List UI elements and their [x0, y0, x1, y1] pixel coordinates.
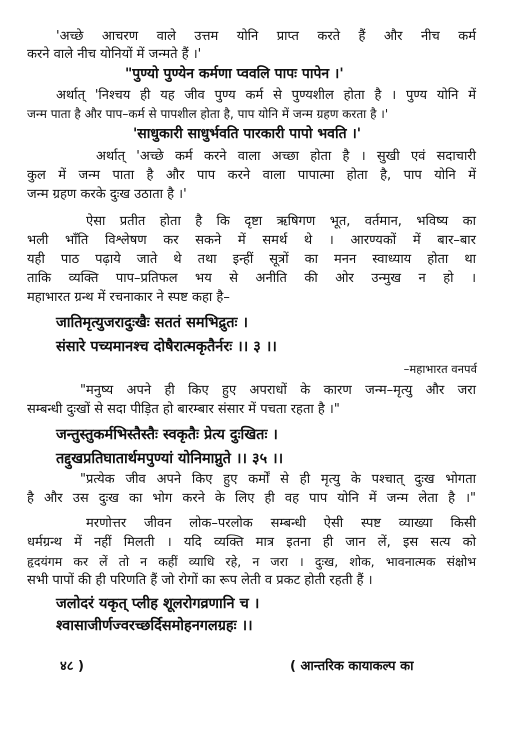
text-line: 'अच्छे आचरण वाले उत्तम योनि प्राप्त करते हैं और नीच कर्म — [56, 29, 476, 44]
page-number: ४८ ) — [60, 659, 84, 674]
text-line: करने वाले नीच योनियों में जन्मते हैं ।' — [27, 47, 202, 62]
text-line: जन्म ग्रहण करके दुःख उठाता है ।' — [27, 187, 187, 202]
text-line: मरणोत्तर जीवन लोक–परलोक सम्बन्धी ऐसी स्पष्ट व्याख्या किसी — [86, 516, 476, 531]
text-line: है और उस दुःख का भोग करने के लिए ही वह पाप योनि में जन्म लेता है ।" — [27, 491, 476, 506]
text-line: "मनुष्य अपने ही किए हुए अपराधों के कारण जन्म–मृत्यु और जरा — [80, 383, 476, 398]
sanskrit-quote: 'साधुकारी साधुर्भवति पारकारी पापो भवति ।' — [133, 126, 362, 142]
sanskrit-verse: श्वासाजीर्णज्वरच्छर्दिसमोहनगलग्रहः ।। — [56, 618, 253, 634]
sanskrit-verse: जलोदरं यकृत् प्लीह शूलरोगव्रणानि च । — [56, 596, 260, 612]
text-line: अर्थात् 'निश्चय ही यह जीव पुण्य कर्म से पुण्यशील होता है । पुण्य योनि में — [56, 88, 476, 103]
sanskrit-verse: संसारे पच्यमानश्च दोषैरात्मकृतैर्नरः ।। ३ ।। — [56, 339, 277, 355]
text-line: सभी पापों की ही परिणति हैं जो रोगों का रूप लेती व प्रकट होती रहती हैं । — [27, 573, 373, 588]
sanskrit-verse: जन्तुस्तुकर्मभिस्तैस्तैः स्वकृतैः प्रेत्य दुःखितः । — [56, 427, 278, 443]
text-line: कुल में जन्म पाता है और पाप करने वाला पापात्मा होता है, पाप योनि में — [27, 168, 476, 183]
verse-source: –महाभारत वनपर्व — [403, 362, 477, 376]
text-line: सम्बन्धी दुःखों से सदा पीड़ित हो बारम्बार संसार में पचता रहता है ।" — [27, 402, 340, 417]
text-line: धर्मग्रन्थ में नहीं मिलती । यदि व्यक्ति मात्र इतना ही जान लें, इस सत्य को — [27, 535, 476, 550]
sanskrit-verse: तद्दुखप्रतिघातार्थमपुण्यां योनिमाप्नुते ।। ३५ ।। — [56, 451, 284, 467]
text-line: ऐसा प्रतीत होता है कि दृष्टा ऋषिगण भूत, वर्तमान, भविष्य का — [86, 214, 476, 229]
text-line: यही पाठ पढ़ाये जाते थे तथा इन्हीं सूत्रों का मनन स्वाध्याय होता था — [27, 252, 476, 267]
text-line: भली भाँति विश्लेषण कर सकने में समर्थ थे । आरण्यकों में बार–बार — [27, 233, 476, 248]
text-line: महाभारत ग्रन्थ में रचनाकार ने स्पष्ट कहा है– — [27, 290, 230, 305]
text-line: हृदयंगम कर लें तो न कहीं व्याधि रहे, न जरा । दुःख, शोक, भावनात्मक संक्षोभ — [27, 554, 476, 569]
text-line: "प्रत्येक जीव अपने किए हुए कर्मों से ही मृत्यु के पश्चात् दुःख भोगता — [80, 472, 476, 487]
text-line: अर्थात् 'अच्छे कर्म करने वाला अच्छा होता है । सुखी एवं सदाचारी — [96, 149, 476, 164]
running-title: ( आन्तरिक कायाकल्प का — [290, 659, 414, 674]
text-line: ताकि व्यक्ति पाप–प्रतिफल भय से अनीति की ओर उन्मुख न हो । — [27, 271, 476, 286]
sanskrit-quote: "पुण्यो पुण्येन कर्मणा प्ववलि पापः पापेन ।' — [125, 66, 344, 82]
sanskrit-verse: जातिमृत्युजरादुःखैः सततं समभिद्रुतः । — [56, 315, 248, 331]
text-line: जन्म पाता है और पाप–कर्म से पापशील होता है, पाप योनि में जन्म ग्रहण करता है ।' — [27, 107, 389, 121]
